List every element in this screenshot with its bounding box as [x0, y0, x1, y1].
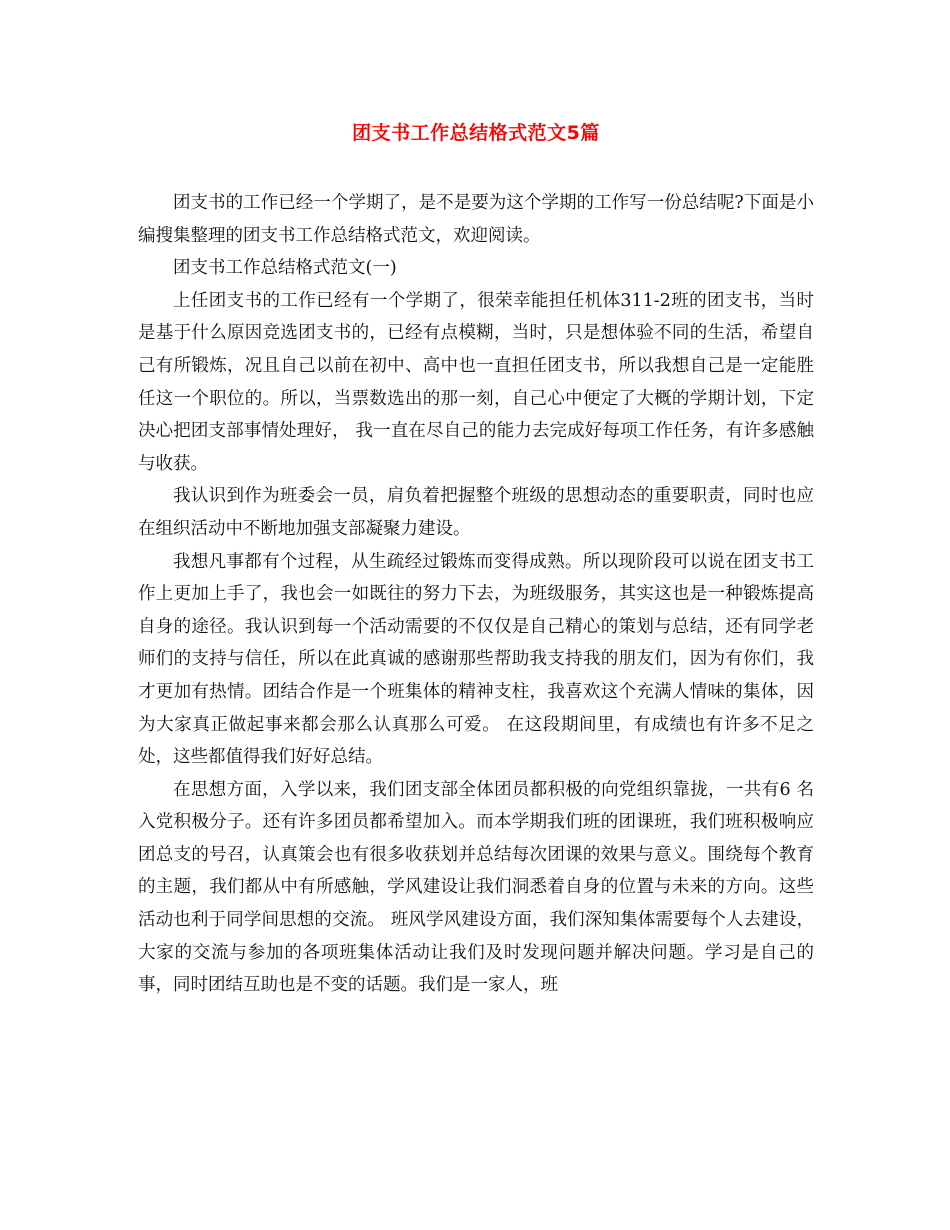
- paragraph-intro: 团支书的工作已经一个学期了，是不是要为这个学期的工作写一份总结呢?下面是小编搜集整理的团支书工作总结格式范文，欢迎阅读。: [138, 193, 814, 246]
- paragraph: 我认识到作为班委会一员，肩负着把握整个班级的思想动态的重要职责，同时也应在组织活动中不断地加强支部凝聚力建设。: [138, 486, 814, 539]
- section-heading: 团支书工作总结格式范文(一): [173, 258, 397, 279]
- paragraph: 我想凡事都有个过程，从生疏经过锻炼而变得成熟。所以现阶段可以说在团支书工作上更加上手了，我也会一如既往的努力下去，为班级服务，其实这也是一种锻炼提高自身的途径。我认识到每一个活动需要的不仅仅是自己精心的策划与总结，还有同学老师们的支持与信任，所以在此真诚的感谢那些帮助我支持我的朋友们，因为有你们，我才更加有热情。团结合作是一个班集体的精神支柱，我喜欢这个充满人情味的集体，因为大家真正做起事来都会那么认真那么可爱。 在这段期间里，有成绩也有许多不足之处，这些都值得我们好好总结。: [138, 551, 814, 768]
- paragraph: 上任团支书的工作已经有一个学期了，很荣幸能担任机体311-2班的团支书，当时是基于什么原因竞选团支书的，已经有点模糊，当时，只是想体验不同的生活，希望自己有所锻炼，况且自己以前在初中、高中也一直担任团支书，所以我想自己是一定能胜任这一个职位的。所以，当票数选出的那一刻，自己心中便定了大概的学期计划，下定决心把团支部事情处理好， 我一直在尽自己的能力去完成好每项工作任务，有许多感触与收获。: [138, 290, 814, 474]
- document-body: [138, 187, 814, 1002]
- document-title: 团支书工作总结格式范文5篇: [352, 122, 600, 144]
- paragraph: 在思想方面，入学以来，我们团支部全体团员都积极的向党组织靠拢，一共有6 名入党积极分子。还有许多团员都希望加入。而本学期我们班的团课班，我们班积极响应团总支的号召，认真策会也有很多收获划并总结每次团课的效果与意义。围绕每个教育的主题，我们都从中有所感触，学风建设让我们洞悉着自身的位置与未来的方向。这些活动也利于同学间思想的交流。 班风学风建设方面，我们深知集体需要每个人去建设，大家的交流与参加的各项班集体活动让我们及时发现问题并解决问题。学习是自己的事，同时团结互助也是不变的话题。我们是一家人，班: [138, 779, 814, 996]
